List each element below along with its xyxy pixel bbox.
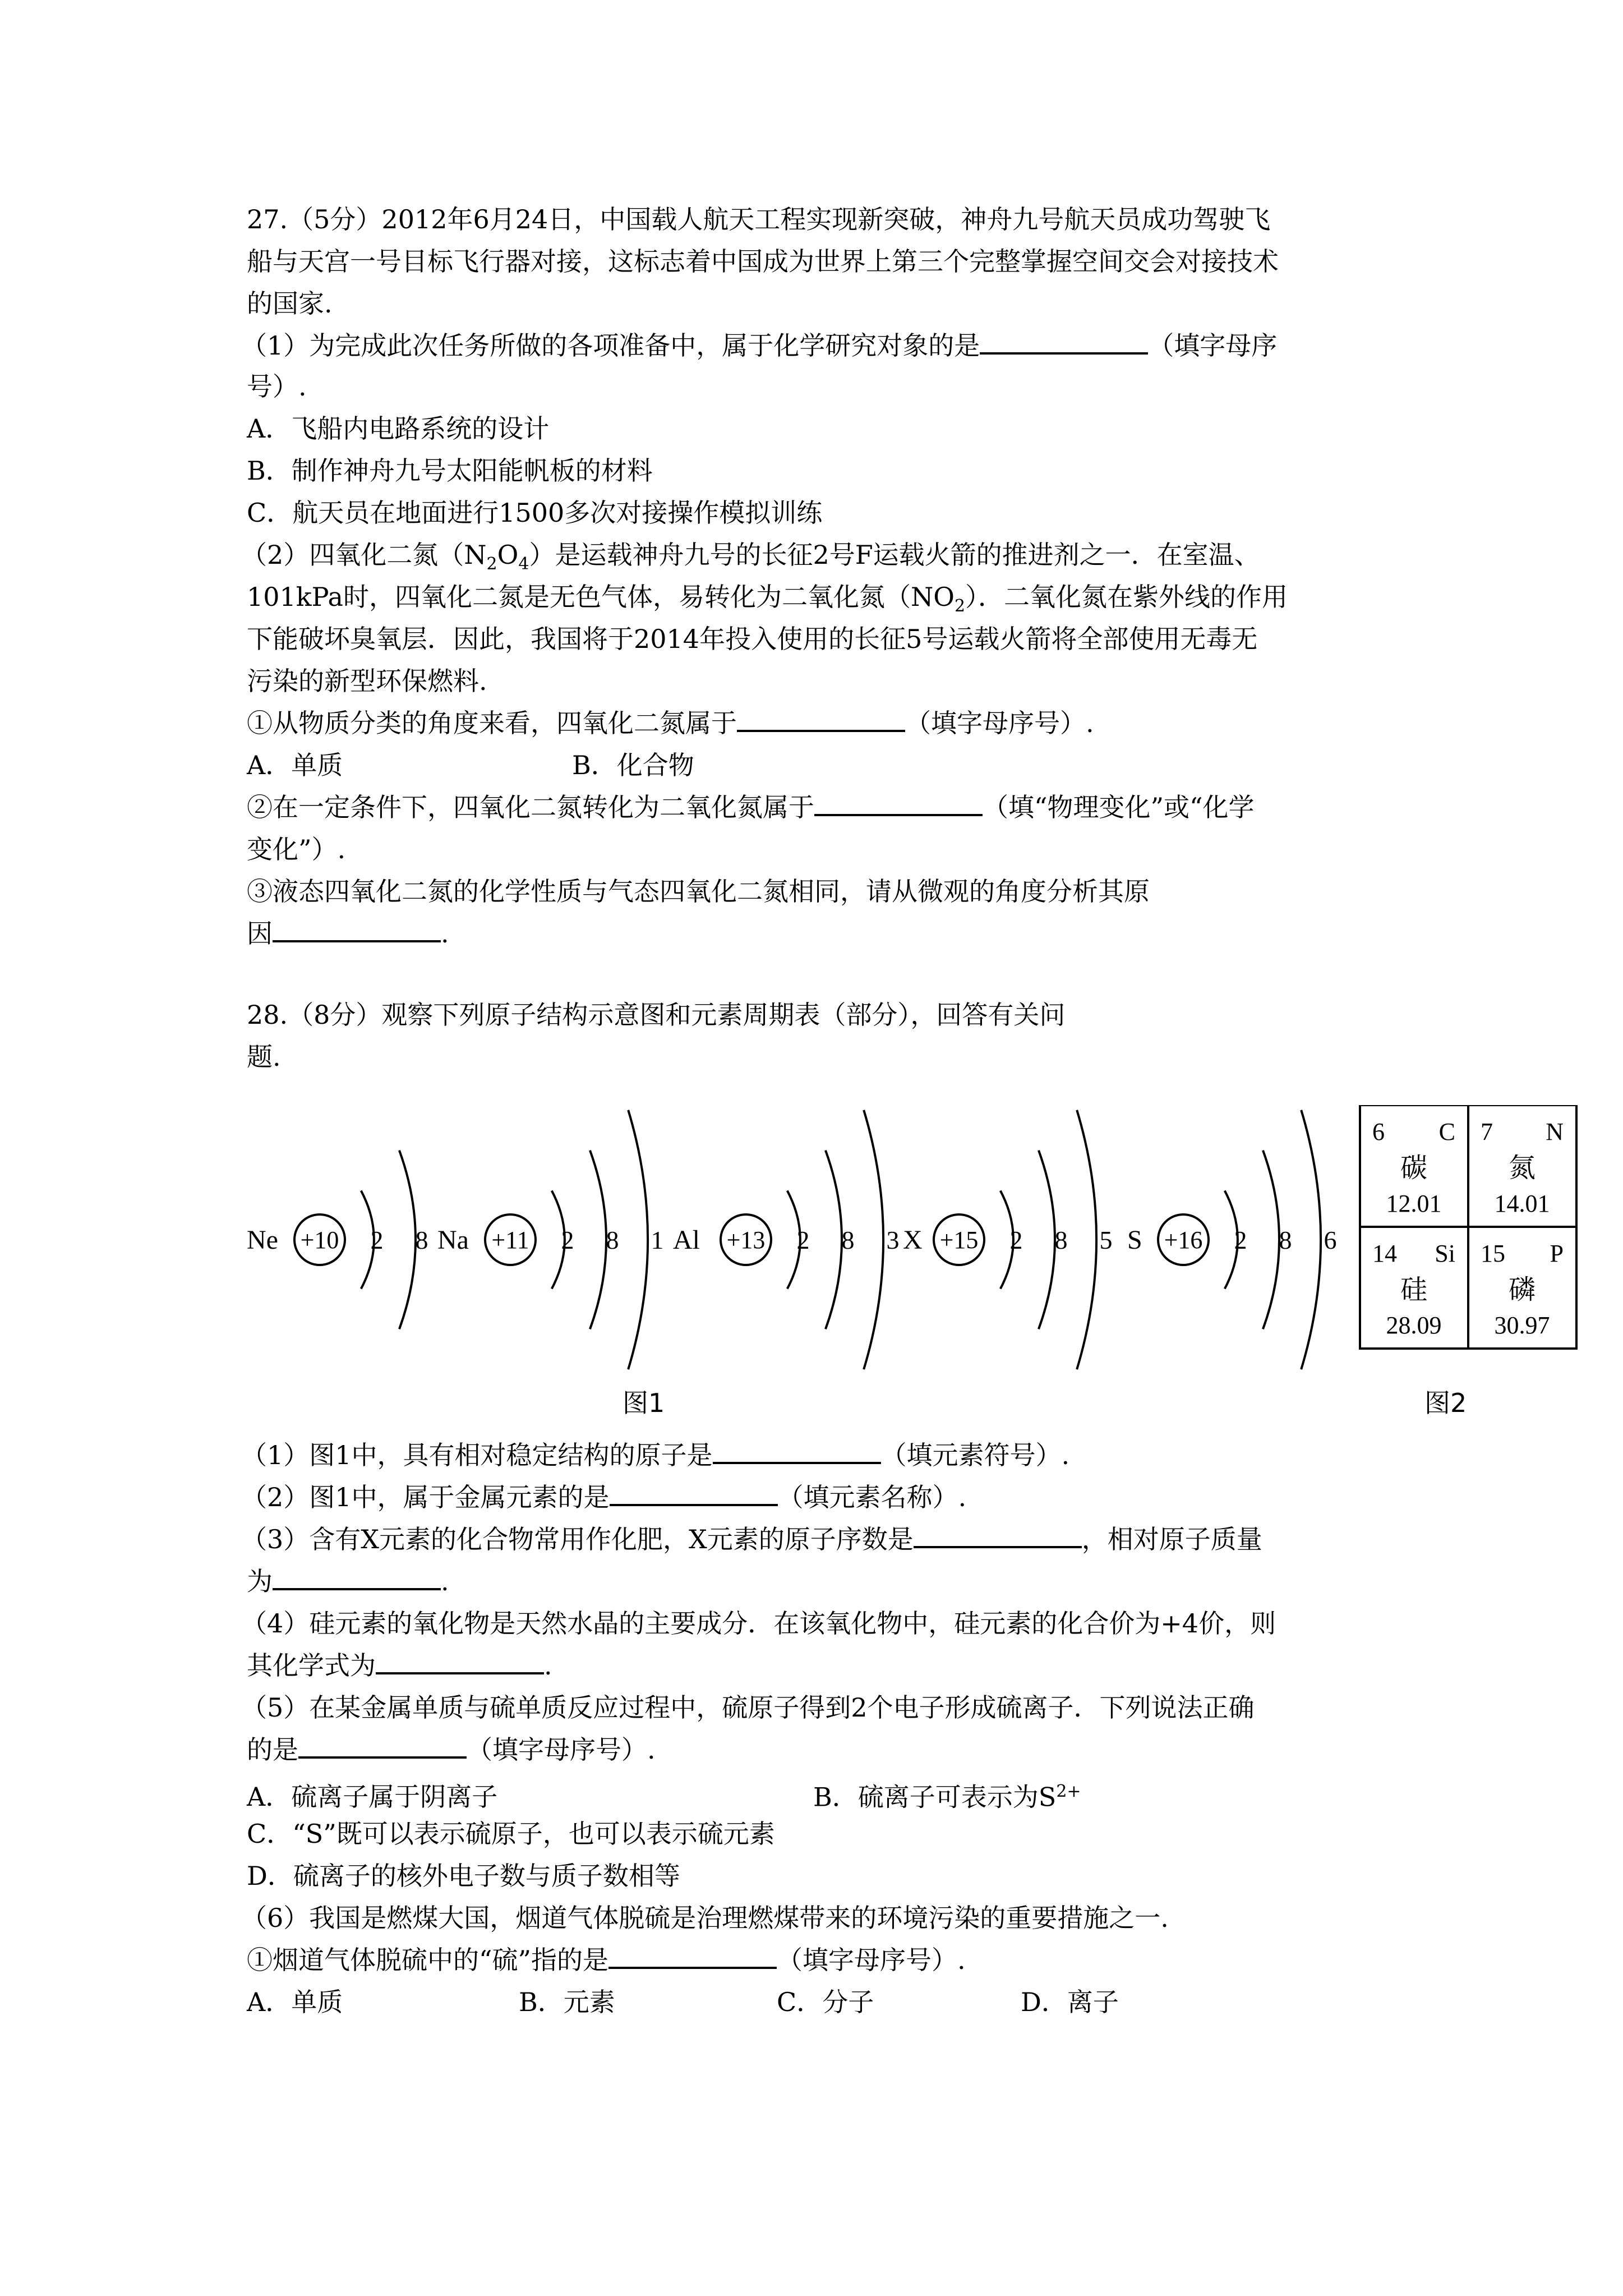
q27-part2-line3: 下能破坏臭氧层．因此，我国将于2014年投入使用的长征5号运载火箭将全部使用无毒无 <box>247 624 1258 654</box>
element-symbol: Si <box>1435 1240 1455 1267</box>
q27-line1: 27.（5分）2012年6月24日，中国载人航天工程实现新突破，神舟九号航天员成功驾驶飞 <box>247 204 1271 234</box>
electron-count: 2 <box>1009 1226 1023 1254</box>
electron-shell-arc <box>1077 1110 1096 1369</box>
nucleus-charge: +16 <box>1164 1226 1203 1254</box>
q28-part5-option-c: C．“S”既可以表示硫原子，也可以表示硫元素 <box>247 1819 775 1849</box>
atom-symbol-x: X <box>903 1225 923 1255</box>
q27-part2-line1: （2）四氧化二氮$(N_2O_4)$是运载神舟九号的长征2号F运载火箭的推进剂之一．在室温、 <box>241 540 1260 574</box>
q28-part4-cont: 其化学式为 . <box>247 1650 552 1681</box>
answer-blank[interactable] <box>376 1650 544 1674</box>
q28-part6-sub1: ①烟道气体脱硫中的“硫”指的是 （填字母序号）. <box>247 1945 966 1975</box>
q27-option-b: B．制作神舟九号太阳能帆板的材料 <box>247 455 653 486</box>
electron-count: 8 <box>841 1226 855 1254</box>
atomic-mass: 14.01 <box>1494 1190 1550 1217</box>
atom-diagrams <box>247 1110 1337 1369</box>
element-symbol: C <box>1438 1118 1455 1145</box>
atom-symbol-na: Na <box>437 1225 469 1255</box>
electron-count: 3 <box>886 1226 900 1254</box>
element-name: 硅 <box>1400 1275 1428 1305</box>
electron-shell-arc <box>590 1151 606 1329</box>
answer-blank[interactable] <box>608 1944 777 1969</box>
nucleus-charge: +15 <box>939 1226 979 1254</box>
nucleus-charge: +10 <box>300 1226 339 1254</box>
q28-part4: （4）硅元素的氧化物是天然水晶的主要成分．在该氧化物中，硅元素的化合价为+4价，则 <box>241 1608 1276 1639</box>
answer-blank[interactable] <box>273 1566 441 1590</box>
electron-count: 2 <box>370 1226 384 1254</box>
q28-part3-cont: 为 . <box>247 1566 449 1596</box>
answer-blank[interactable] <box>610 1481 778 1506</box>
element-name: 碳 <box>1400 1153 1428 1183</box>
atom-symbol-s: S <box>1127 1225 1142 1255</box>
electron-shell-arc <box>864 1110 883 1369</box>
answer-blank[interactable] <box>980 330 1148 355</box>
answer-blank[interactable] <box>713 1439 881 1464</box>
q27-option-c: C．航天员在地面进行1500多次对接操作模拟训练 <box>247 498 823 528</box>
atomic-number: 7 <box>1481 1118 1493 1145</box>
electron-count: 8 <box>1054 1226 1068 1254</box>
q27-part1-cont: 号）. <box>247 371 307 402</box>
element-cell-p <box>1481 1240 1564 1339</box>
q27-sub1-options: A．单质 B．化合物 <box>247 750 694 780</box>
q28-part5-cont: 的是 （填字母序号）. <box>247 1734 656 1765</box>
electron-shell-arc <box>399 1151 416 1329</box>
q27-sub3: ③液态四氧化二氮的化学性质与气态四氧化二氮相同，请从微观的角度分析其原 <box>247 876 1150 907</box>
element-cell-n <box>1481 1118 1564 1217</box>
atomic-mass: 30.97 <box>1494 1312 1550 1339</box>
electron-shell-arc <box>1039 1151 1055 1329</box>
q27-sub2: ②在一定条件下，四氧化二氮转化为二氧化氮属于 （填“物理变化”或“化学 <box>247 792 1255 822</box>
electron-count: 8 <box>606 1226 619 1254</box>
electron-count: 2 <box>561 1226 574 1254</box>
electron-shell-arc <box>1263 1151 1279 1329</box>
atomic-mass: 28.09 <box>1386 1312 1442 1339</box>
q28-part5-option-d: D．硫离子的核外电子数与质子数相等 <box>247 1861 680 1891</box>
electron-count: 2 <box>796 1226 810 1254</box>
electron-count: 6 <box>1324 1226 1337 1254</box>
q28-part5-options-ab: A．硫离子属于阴离子 B．硫离子可表示为$S^{2+}$ <box>247 1782 1081 1812</box>
element-name: 氮 <box>1508 1153 1536 1183</box>
electron-count: 5 <box>1099 1226 1113 1254</box>
atomic-number: 14 <box>1372 1240 1397 1267</box>
nucleus-charge: +13 <box>726 1226 766 1254</box>
electron-shell-arc <box>1301 1110 1321 1369</box>
electron-shell-arc <box>826 1151 842 1329</box>
electron-count: 8 <box>1279 1226 1292 1254</box>
answer-blank[interactable] <box>273 918 441 942</box>
q28-part6-options: A．单质 B．元素 C．分子 D．离子 <box>247 1987 1119 2017</box>
atom-symbol-ne: Ne <box>247 1225 278 1255</box>
figure-atomic-structure-and-periodic-table <box>247 1105 1581 1374</box>
q27-sub1: ①从物质分类的角度来看，四氧化二氮属于 （填字母序号）. <box>247 708 1094 738</box>
answer-blank[interactable] <box>914 1524 1082 1548</box>
element-cell-si <box>1372 1240 1455 1339</box>
q27-line2: 船与天宫一号目标飞行器对接，这标志着中国成为世界上第三个完整掌握空间交会对接技术 <box>247 246 1279 277</box>
electron-count: 2 <box>1234 1226 1247 1254</box>
q27-option-a: A．飞船内电路系统的设计 <box>247 413 550 444</box>
nucleus-charge: +11 <box>491 1226 529 1254</box>
answer-blank[interactable] <box>298 1734 467 1759</box>
q28-part1: （1）图1中，具有相对稳定结构的原子是 （填元素符号）. <box>241 1440 1070 1470</box>
atomic-number: 6 <box>1372 1118 1385 1145</box>
q27-sub3-cont: 因 . <box>247 918 449 949</box>
answer-blank[interactable] <box>814 792 983 816</box>
q28-part5: （5）在某金属单质与硫单质反应过程中，硫原子得到2个电子形成硫离子．下列说法正确 <box>241 1692 1255 1723</box>
element-name: 磷 <box>1508 1275 1536 1305</box>
electron-shell-arc <box>628 1110 648 1369</box>
atomic-number: 15 <box>1481 1240 1505 1267</box>
atom-symbol-al: Al <box>673 1225 700 1255</box>
q28-line1: 28.（8分）观察下列原子结构示意图和元素周期表（部分），回答有关问 <box>247 1000 1066 1030</box>
atomic-mass: 12.01 <box>1386 1190 1442 1217</box>
q28-part2: （2）图1中，属于金属元素的是 （填元素名称）. <box>241 1482 967 1512</box>
q27-line3: 的国家. <box>247 288 333 319</box>
electron-count: 1 <box>651 1226 664 1254</box>
q28-part3: （3）含有X元素的化合物常用作化肥，X元素的原子序数是 ，相对原子质量 <box>241 1524 1262 1554</box>
q27-part2-line2: 101kPa时，四氧化二氮是无色气体，易转化为二氧化氮$(NO_2)$．二氧化氮在紫外线的作用 <box>247 582 1288 616</box>
q27-part2-line4: 污染的新型环保燃料. <box>247 666 487 696</box>
answer-blank[interactable] <box>737 707 905 732</box>
q27-part1: （1）为完成此次任务所做的各项准备中，属于化学研究对象的是 （填字母序 <box>241 330 1278 361</box>
electron-count: 8 <box>415 1226 428 1254</box>
q28-part6: （6）我国是燃煤大国，烟道气体脱硫是治理燃煤带来的环境污染的重要措施之一. <box>241 1903 1169 1933</box>
element-symbol: N <box>1546 1118 1564 1145</box>
figure1-caption: 图1 <box>623 1388 665 1418</box>
element-cell-c <box>1372 1118 1455 1217</box>
q28-line2: 题. <box>247 1042 281 1072</box>
figure2-caption: 图2 <box>1424 1388 1467 1418</box>
periodic-table-excerpt <box>1360 1105 1576 1349</box>
element-symbol: P <box>1550 1240 1564 1267</box>
q27-sub2-cont: 变化”）. <box>247 834 346 864</box>
